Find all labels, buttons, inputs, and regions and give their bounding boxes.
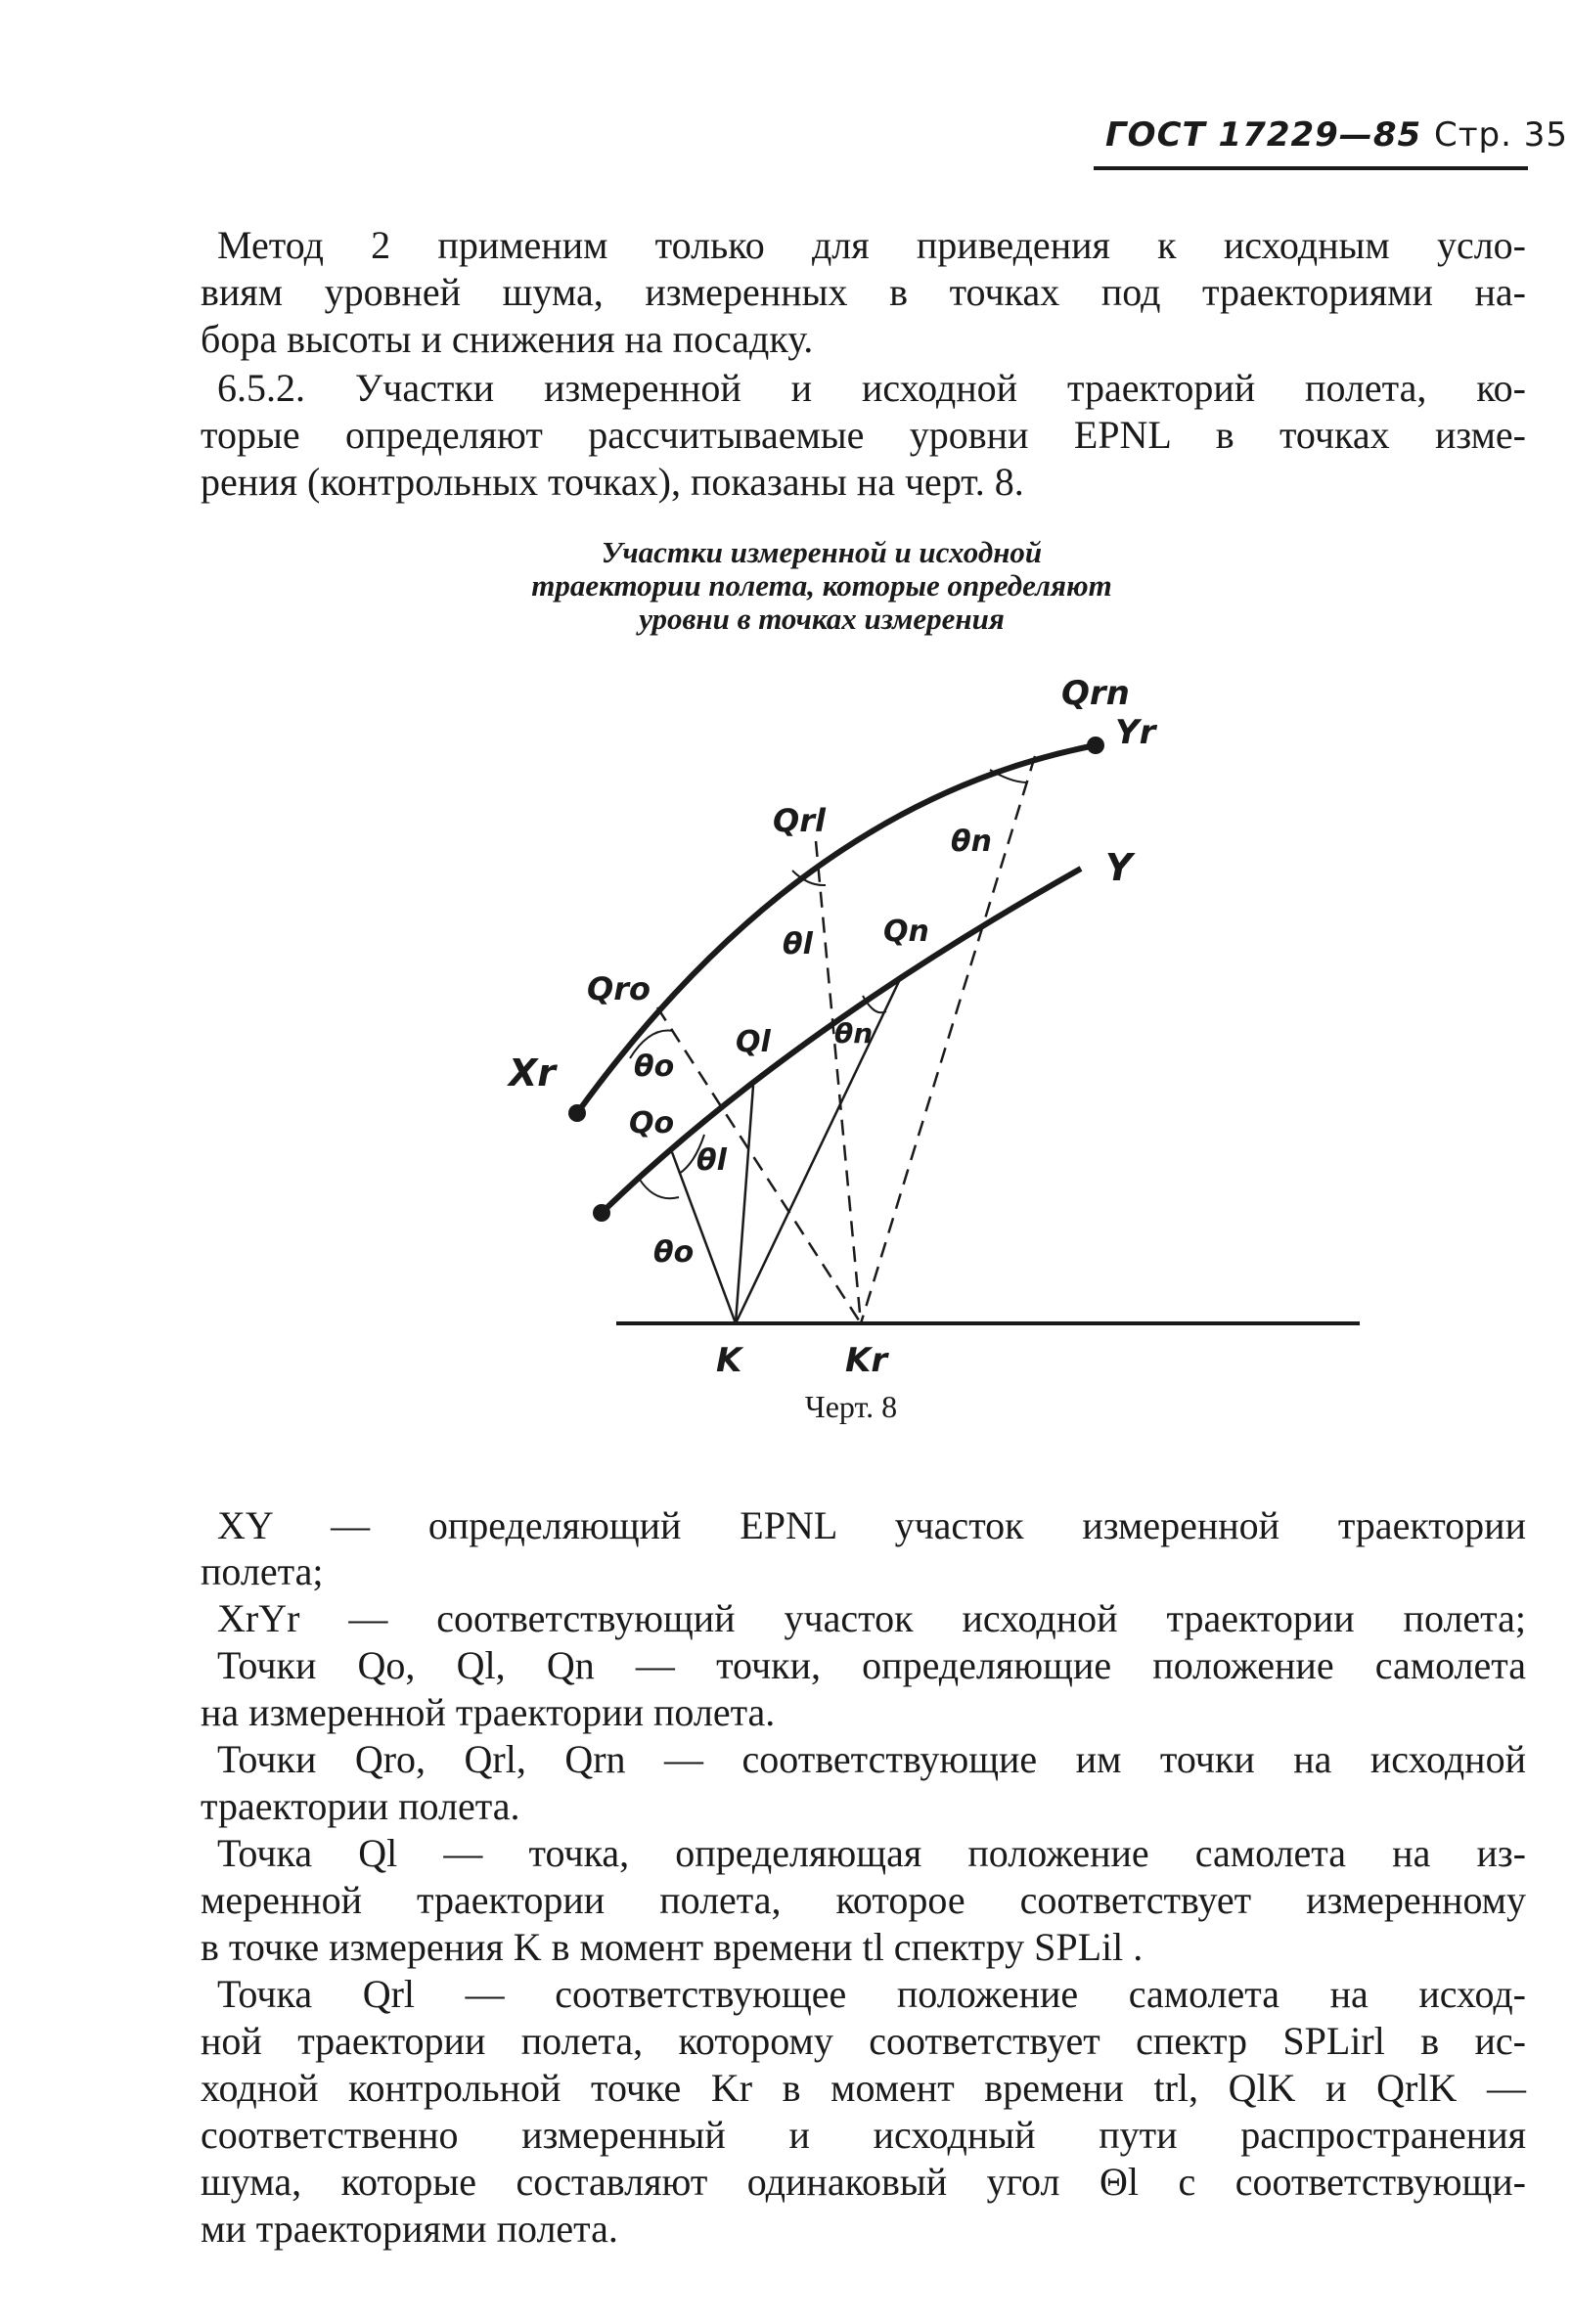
label-theta-l-mid: θl [783,927,813,961]
label-qo: Qo [629,1106,675,1140]
xr-point [568,1104,586,1122]
label-qrl: Qrl [773,802,826,839]
caption-line-1: Участки измеренной и исходной [601,535,1043,569]
label-qn: Qn [883,915,929,949]
label-qrn: Qrn [1061,674,1130,713]
intro-line-6: рения (контрольных точках), показаны на черт. 8. [201,460,1024,504]
x-point [593,1204,610,1222]
path-qrn-kr [861,756,1035,1323]
def-ql-line-3: в точке измерения K в момент времени tl спектру SPLil . [201,1925,1144,1969]
def-xy-line-1: XY — определяющий EPNL участок измеренной траектории [217,1503,1526,1547]
def-qr-points-line-2: траектории полета. [201,1784,520,1828]
label-kr: Kr [845,1341,888,1380]
label-theta-l-low: θl [696,1143,727,1178]
label-theta-n-top: θn [951,825,992,859]
def-q-points-line-2: на измеренной траектории полета. [201,1690,776,1734]
standard-number: ГОСТ 17229—85 [1105,115,1422,155]
path-ql-k [736,1086,753,1323]
angle-arc-theta-o-low [640,1180,679,1198]
label-qro: Qro [587,970,651,1007]
page-number: Стр. 35 [1434,115,1569,155]
def-ql-line-1: Точка Ql — точка, определяющая положение самолета на из- [217,1831,1526,1875]
def-qrl-line-1: Точка Qrl — соответствующее положение самолета на исход- [217,1972,1526,2016]
def-qrl-line-5: шума, которые составляют одинаковый угол Θl с соответствующи- [201,2160,1526,2204]
path-qrl-kr [816,841,861,1323]
label-k: K [716,1341,742,1380]
def-ql-line-2: меренной траектории полета, которое соответствует измеренному [201,1878,1526,1922]
def-q-points-line-1: Точки Qo, Ql, Qn — точки, определяющие положение самолета [217,1643,1526,1687]
label-theta-o-top: θo [634,1050,675,1084]
def-qrl-line-2: ной траектории полета, которому соответствует спектр SPLirl в ис- [201,2019,1526,2063]
yr-point [1087,737,1104,754]
intro-line-2: виям уровней шума, измеренных в точках под траекториями на- [201,270,1526,314]
label-theta-o-low: θo [653,1235,695,1270]
intro-line-3: бора высоты и снижения на посадку. [201,317,814,361]
intro-line-5: торые определяют рассчитываемые уровни EPNL в точках изме- [201,413,1526,457]
def-qrl-line-6: ми траекториями полета. [201,2207,618,2251]
def-qrl-line-3: ходной контрольной точке Kr в момент времени trl, QlK и QrlK — [201,2066,1526,2110]
label-theta-n-low: θn [834,1017,874,1050]
def-xy-line-2: полета; [201,1549,324,1593]
label-y: Y [1105,846,1133,889]
def-qrl-line-4: соответственно измеренный и исходный пути распространения [201,2113,1526,2157]
figure-number: Черт. 8 [804,1389,898,1424]
label-xr: Xr [509,1051,557,1095]
label-ql: Ql [736,1025,771,1059]
caption-line-3: уровни в точках измерения [639,602,1005,636]
intro-line-1: Метод 2 применим только для приведения к исходным усло- [217,223,1526,267]
def-xryr: XrYr — соответствующий участок исходной траектории полета; [217,1596,1526,1640]
caption-line-2: траектории полета, которые определяют [531,568,1112,603]
intro-line-4: 6.5.2. Участки измеренной и исходной траекторий полета, ко- [217,366,1526,410]
def-qr-points-line-1: Точки Qro, Qrl, Qrn — соответствующие им точки на исходной [217,1737,1526,1781]
label-yr: Yr [1115,713,1156,752]
